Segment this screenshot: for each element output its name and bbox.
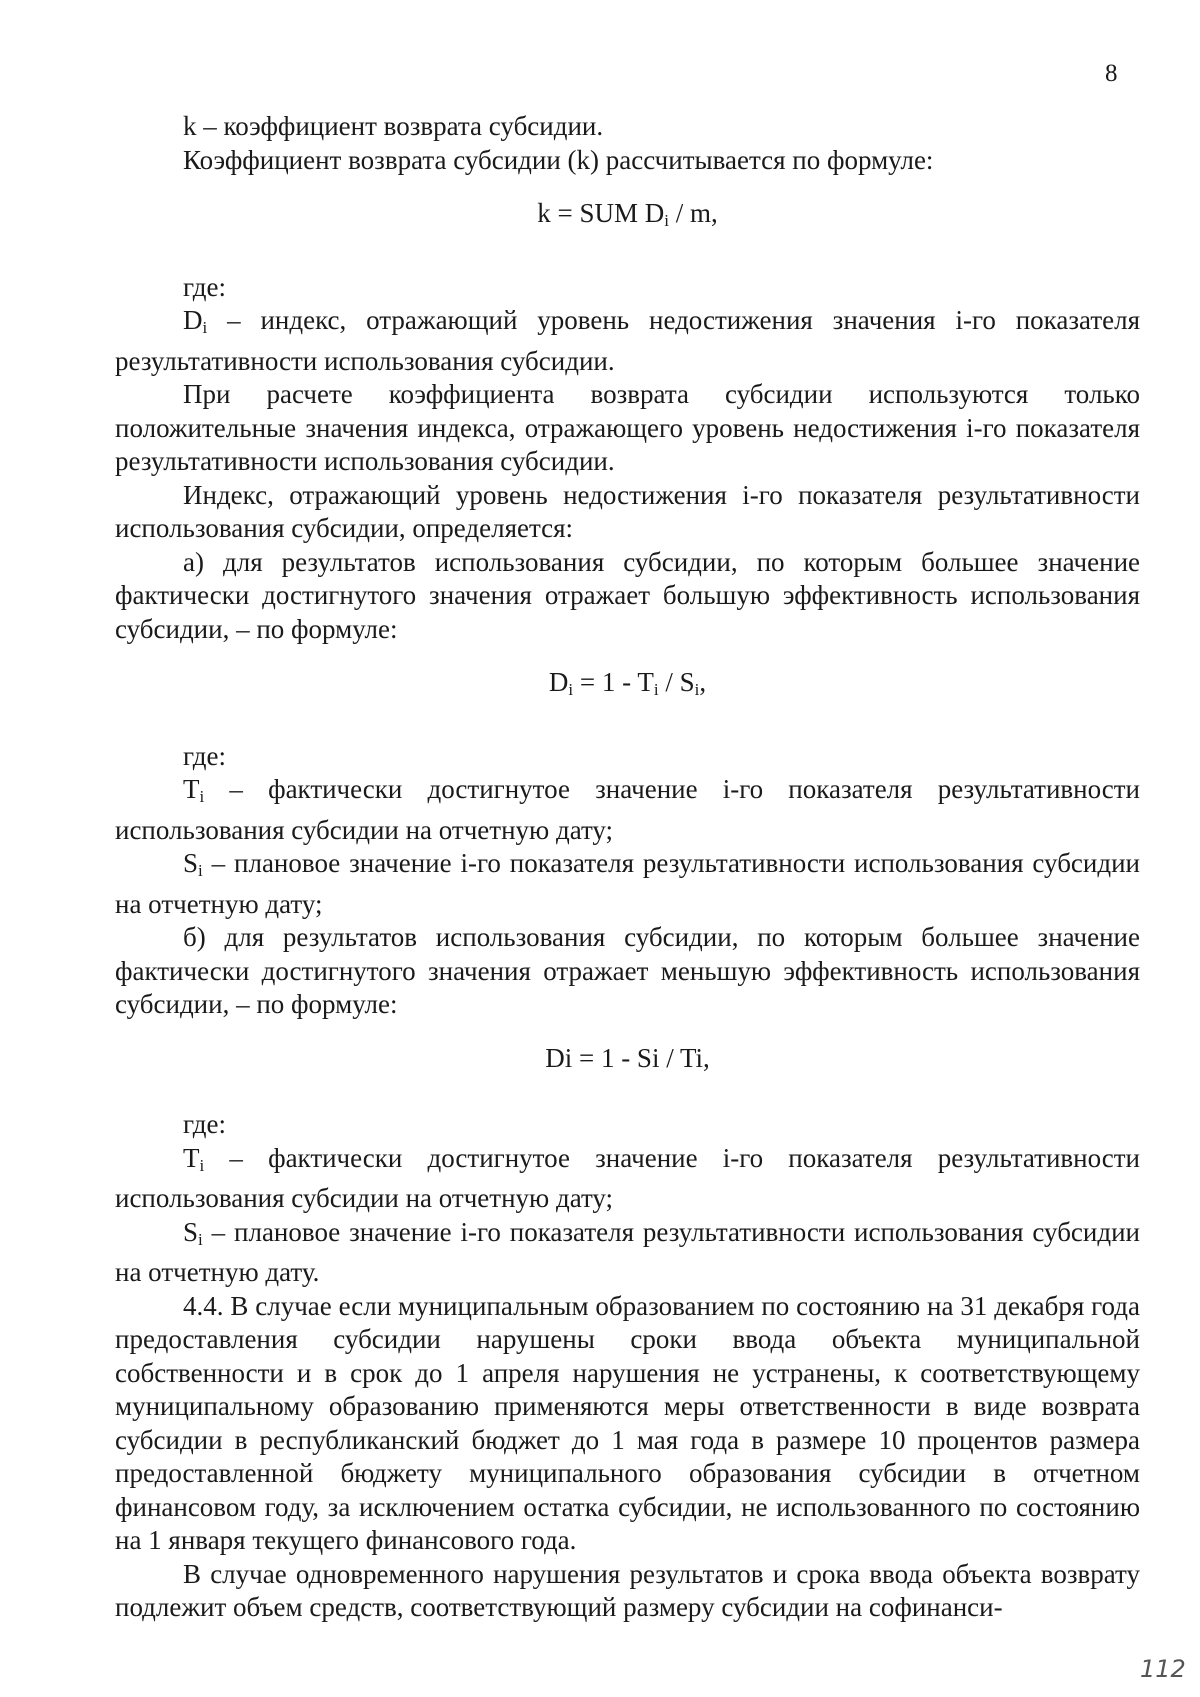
definition-ti: Ti – фактически достигнутое значение i-го показателя результативности использования субсидии на отчетную дату; bbox=[115, 1142, 1140, 1213]
paragraph: Коэффициент возврата субсидии (k) рассчитывается по формуле: bbox=[183, 144, 934, 175]
handwritten-page-mark: 112 bbox=[1140, 1655, 1186, 1683]
definition-ti: Ti – фактически достигнутое значение i-го показателя результативности использования субсидии на отчетную дату; bbox=[115, 774, 1140, 845]
paragraph: а) для результатов использования субсидии, по которым большее значение фактически достигнутого значения отражает большую эффективность использования субсидии, – по формуле: bbox=[115, 546, 1140, 644]
document-body bbox=[115, 110, 1140, 1625]
where-label: где: bbox=[183, 740, 226, 771]
page-number: 8 bbox=[1105, 60, 1118, 87]
formula-di-a: $D_i = 1 - T_i / S_i$, bbox=[548, 667, 707, 699]
paragraph: k – коэффициент возврата субсидии. bbox=[183, 111, 604, 141]
definition-di: $D_i$ – индекс, отражающий уровень недостижения значения i-го показателя результативности использования субсидии. bbox=[115, 305, 1140, 376]
definition-si: Si – плановое значение i-го показателя результативности использования субсидии на отчетную дату; bbox=[115, 848, 1140, 919]
definition-si: Si – плановое значение i-го показателя результативности использования субсидии на отчетную дату. bbox=[115, 1216, 1140, 1287]
formula-di-b: Di = 1 - Si / Ti, bbox=[545, 1042, 710, 1073]
where-label: где: bbox=[183, 1109, 226, 1139]
where-label: где: bbox=[183, 271, 226, 302]
paragraph: 4.4. В случае если муниципальным образованием по состоянию на 31 декабря года предоставления субсидии нарушены сроки ввода объекта муниципальной собственности и в срок до 1 апреля нарушения не устранены, к соответствующему муниципальному образованию применяются меры ответственности в виде возврата субсидии в республиканский бюджет до 1 мая года в размере 10 процентов размера предоставленной бюджету муниципального образования субсидии в отчетном финансовом году, за исключением остатка субсидии, не использованного по состоянию на 1 января текущего финансового года. bbox=[115, 1290, 1140, 1555]
paragraph: При расчете коэффициента возврата субсидии используются только положительные значения индекса, отражающего уровень недостижения i-го показателя результативности использования субсидии. bbox=[115, 379, 1140, 476]
paragraph: Индекс, отражающий уровень недостижения i-го показателя результативности использования субсидии, определяется: bbox=[115, 479, 1140, 543]
paragraph: б) для результатов использования субсидии, по которым большее значение фактически достигнутого значения отражает меньшую эффективность использования субсидии, – по формуле: bbox=[115, 922, 1140, 1019]
formula-k: k = SUM $D_i$ / m, bbox=[537, 198, 718, 230]
paragraph: В случае одновременного нарушения результатов и срока ввода объекта возврату подлежит объем средств, соответствующий размеру субсидии на софинанси- bbox=[115, 1558, 1140, 1622]
